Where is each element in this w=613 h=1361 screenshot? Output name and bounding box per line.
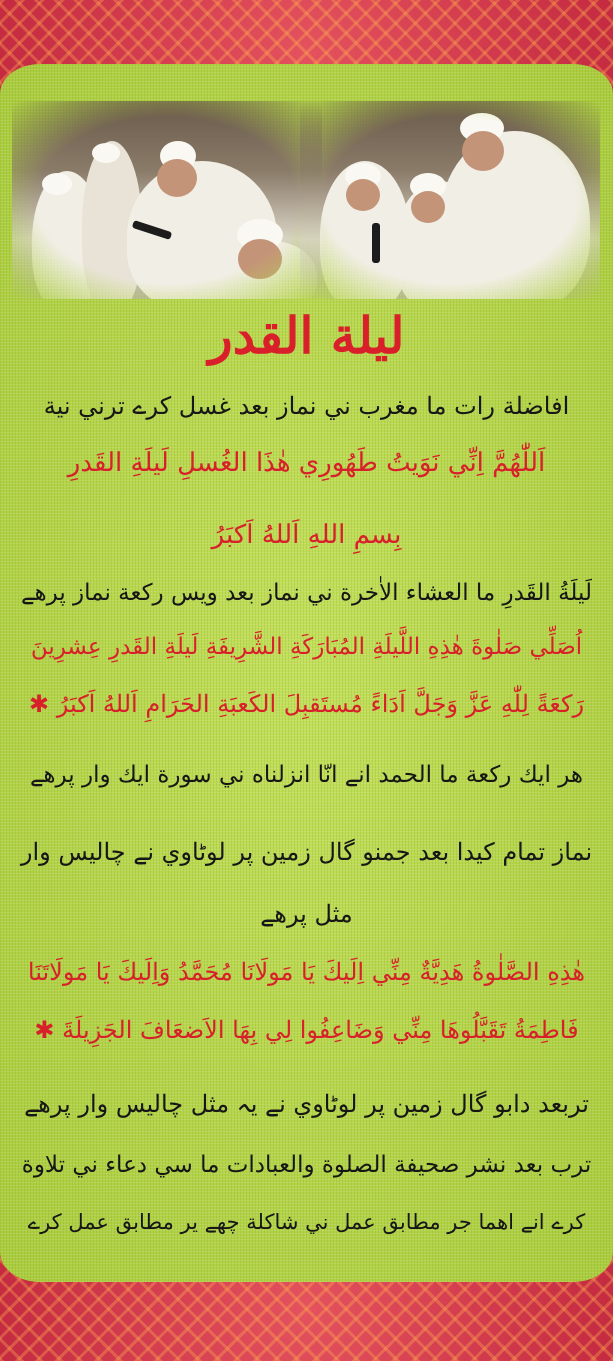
text-line-7: هر ايك ركعة ما الحمد انے انّا انزلناه ني سورة ايك وار پرهے <box>29 762 584 788</box>
text-line-9: مثل پرهے <box>260 900 353 928</box>
text-line-13: ترب بعد نشر صحيفة الصلوة والعبادات ما سي دعاء ني تلاوة <box>21 1152 592 1178</box>
text-line-11: فَاطِمَةُ تَقَبَّلُوهَا مِنِّي وَضَاعِفُوا لِي بِهَا الاَضعَافَ الجَزِيلَةَ ✱ <box>34 1016 579 1044</box>
text-line-1: افاضلة رات ما مغرب ني نماز بعد غسل كرے ترني نية <box>43 392 570 420</box>
photo-left <box>12 101 322 299</box>
photo-right <box>300 101 600 299</box>
text-line-3: بِسمِ اللهِ اَللهُ اَكبَرُ <box>211 520 402 550</box>
text-line-14: كرے انے اهما جر مطابق عمل ني شاكلة چهے ير مطابق عمل كرے <box>27 1210 586 1234</box>
page-title: ليلة القدر <box>208 306 405 365</box>
text-line-5: اُصَلِّي صَلٰوةَ هٰذِهِ اللَّيلَةِ المُبَارَكَةِ الشَّرِيفَةِ لَيلَةِ القَدرِ عِشرِينَ <box>30 634 583 660</box>
text-line-6: رَكعَةً لِلّٰهِ عَزَّ وَجَلَّ اَدَاءً مُستَقبِلَ الكَعبَةِ الحَرَامِ اَللهُ اَكبَرُ ✱ <box>28 690 585 718</box>
text-line-2: اَللّٰهُمَّ اِنِّي نَوَيتُ طَهُورِي هٰذَا الغُسلِ لَيلَةِ القَدرِ <box>67 448 546 478</box>
text-line-8: نماز تمام كيدا بعد جمنو گال زمين پر لوٹاوي نے چاليس وار <box>20 838 593 866</box>
text-line-4: لَيلَةُ القَدرِ ما العشاء الاٰخرة ني نماز بعد ويس ركعة نماز پرهے <box>21 580 592 606</box>
text-line-10: هٰذِهِ الصَّلٰوةُ هَدِيَّةٌ مِنِّي اِلَيكَ يَا مَولَانَا مُحَمَّدُ وَاِلَيكَ يَا مَولَاتَنَا <box>27 958 586 986</box>
text-line-12: تربعد دابو گال زمين پر لوٹاوي نے يہ مثل چاليس وار پرهے <box>24 1090 589 1118</box>
